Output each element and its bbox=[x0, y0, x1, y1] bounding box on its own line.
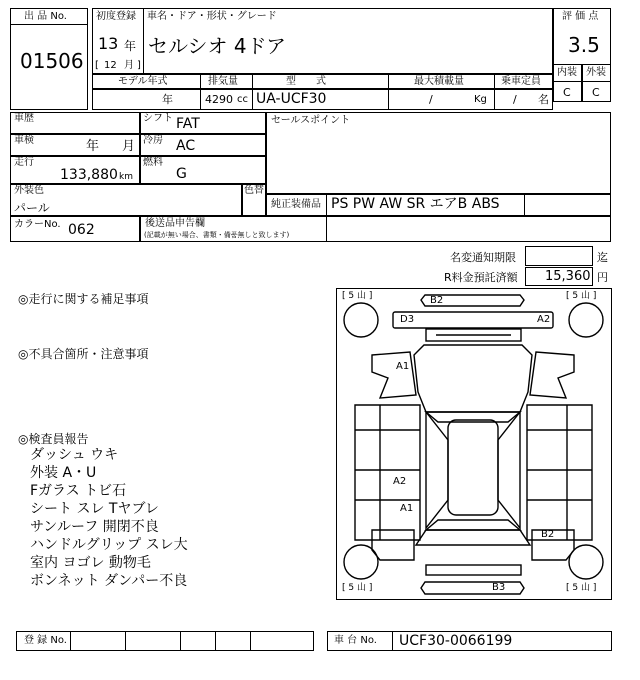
report-line: 外装 A・U bbox=[30, 465, 97, 481]
cabin-right bbox=[498, 412, 520, 528]
recycle-label: R料金預託済額 bbox=[444, 271, 518, 284]
recolor-label: 色替 bbox=[244, 185, 264, 196]
damage-mark: A1 bbox=[400, 503, 414, 514]
inspection-year-unit: 年 bbox=[86, 139, 100, 154]
max-load-sep: / bbox=[429, 93, 433, 106]
shift-label: シフト bbox=[143, 113, 173, 124]
car-name-label: 車名・ドア・形状・グレード bbox=[147, 11, 277, 22]
rear-plate bbox=[426, 565, 521, 575]
tire-front-left bbox=[344, 303, 378, 337]
mileage-unit: km bbox=[119, 172, 133, 182]
docs-note: (記載が無い場合、書類・備품無しと致します) bbox=[144, 231, 290, 239]
trunk bbox=[416, 530, 530, 545]
first-reg-label: 初度登録 bbox=[96, 11, 136, 22]
equipment-value: PS PW AW SR エアB ABS bbox=[331, 196, 500, 212]
first-reg-month-unit: 月 bbox=[124, 60, 134, 71]
roof bbox=[448, 420, 498, 515]
body-side-right bbox=[527, 405, 592, 540]
tire-tread-rear-right: [ 5 山 ] bbox=[566, 583, 597, 593]
report-line: ダッシュ ウキ bbox=[30, 447, 119, 463]
capacity-sep: / bbox=[513, 93, 517, 106]
reg-divider bbox=[70, 631, 71, 651]
lot-number: 01506 bbox=[20, 49, 84, 73]
inspector-heading: ◎検査員報告 bbox=[18, 432, 89, 446]
tire-tread-front-left: [ 5 山 ] bbox=[342, 291, 373, 301]
driving-notes-heading: ◎走行に関する補足事項 bbox=[18, 292, 149, 306]
model-year-unit: 年 bbox=[162, 93, 173, 106]
color-no-value: 062 bbox=[68, 222, 95, 238]
max-load-unit: Kg bbox=[474, 94, 487, 105]
front-plate bbox=[393, 312, 553, 328]
reg-divider bbox=[215, 631, 216, 651]
first-reg-month: 12 bbox=[104, 60, 117, 71]
grade-label: 評 価 点 bbox=[562, 11, 599, 22]
damage-mark: B2 bbox=[541, 529, 555, 540]
report-line: Fガラス トビ石 bbox=[30, 483, 127, 499]
hood-side-left bbox=[372, 352, 416, 398]
report-line: シート スレ Tヤブレ bbox=[30, 501, 159, 517]
displacement-value: 4290 bbox=[205, 93, 233, 106]
rear-window bbox=[426, 520, 520, 530]
report-line: ハンドルグリップ スレ大 bbox=[30, 537, 188, 553]
trunk-side-left bbox=[372, 530, 414, 560]
max-load-label: 最大積載量 bbox=[414, 76, 464, 87]
cabin-left bbox=[426, 412, 448, 528]
damage-mark: A2 bbox=[537, 314, 551, 325]
reg-no-label: 登 録 No. bbox=[24, 635, 67, 646]
recycle-unit: 円 bbox=[597, 271, 608, 284]
body-side-left bbox=[355, 405, 420, 540]
grade-value: 3.5 bbox=[568, 33, 600, 57]
hood-side-right bbox=[530, 352, 574, 398]
fuel-label: 燃料 bbox=[143, 157, 163, 168]
selling-points-label: セールスポイント bbox=[271, 115, 351, 126]
capacity-unit: 名 bbox=[538, 93, 549, 106]
chassis-no-label: 車 台 No. bbox=[334, 635, 377, 646]
color-no-label: カラーNo. bbox=[14, 219, 61, 230]
fuel-value: G bbox=[176, 166, 187, 182]
first-reg-year: 13 bbox=[98, 34, 119, 53]
type-label: 型 式 bbox=[286, 76, 326, 87]
reg-divider bbox=[250, 631, 251, 651]
name-change-label: 名変通知期限 bbox=[450, 251, 516, 264]
reg-divider bbox=[180, 631, 181, 651]
recycle-value: 15,360 bbox=[545, 269, 591, 284]
exterior-grade: C bbox=[592, 86, 600, 99]
first-reg-year-unit: 年 bbox=[124, 39, 137, 53]
history-label: 車歴 bbox=[14, 113, 34, 124]
chassis-no-value: UCF30-0066199 bbox=[399, 633, 513, 649]
capacity-label: 乗車定員 bbox=[501, 76, 541, 87]
mileage-value: 133,880 bbox=[60, 167, 118, 183]
damage-mark: B3 bbox=[492, 582, 506, 593]
lot-label: 出 品 No. bbox=[24, 11, 67, 22]
displacement-unit: cc bbox=[237, 94, 248, 105]
interior-label: 内装 bbox=[557, 67, 577, 78]
displacement-label: 排気量 bbox=[208, 76, 238, 87]
report-line: 室内 ヨゴレ 動物毛 bbox=[30, 555, 151, 571]
name-change-unit: 迄 bbox=[597, 251, 608, 264]
damage-mark: A1 bbox=[396, 361, 410, 372]
reg-divider bbox=[125, 631, 126, 651]
damage-mark: A2 bbox=[393, 476, 407, 487]
tire-tread-front-right: [ 5 山 ] bbox=[566, 291, 597, 301]
equipment-label: 純正装備品 bbox=[271, 199, 321, 210]
tire-front-right bbox=[569, 303, 603, 337]
ext-color-value: パール bbox=[14, 201, 50, 215]
first-reg-month-open: [ bbox=[95, 60, 99, 71]
shift-value: FAT bbox=[176, 116, 200, 132]
damage-mark: B2 bbox=[430, 295, 444, 306]
ext-color-label: 外装色 bbox=[14, 185, 44, 196]
type-value: UA-UCF30 bbox=[256, 91, 327, 107]
docs-label: 後送品申告欄 bbox=[145, 218, 205, 229]
inspection-month-unit: 月 bbox=[122, 139, 136, 154]
rear-bumper bbox=[421, 582, 524, 594]
ac-value: AC bbox=[176, 138, 196, 154]
exterior-label: 外装 bbox=[586, 67, 606, 78]
car-name: セルシオ 4ドア bbox=[148, 34, 286, 58]
hood bbox=[414, 345, 532, 412]
report-line: ボンネット ダンパー不良 bbox=[30, 573, 188, 589]
defects-heading: ◎不具合箇所・注意事項 bbox=[18, 347, 149, 361]
report-line: サンルーフ 開閉不良 bbox=[30, 519, 159, 535]
mileage-label: 走行 bbox=[14, 157, 34, 168]
tire-tread-rear-left: [ 5 山 ] bbox=[342, 583, 373, 593]
inspection-label: 車検 bbox=[14, 135, 34, 146]
damage-mark: D3 bbox=[400, 314, 415, 325]
ac-label: 冷房 bbox=[143, 135, 163, 146]
chassis-divider bbox=[392, 631, 393, 651]
interior-grade: C bbox=[563, 86, 571, 99]
first-reg-month-close: ] bbox=[137, 60, 141, 71]
model-year-label: モデル年式 bbox=[118, 76, 168, 87]
